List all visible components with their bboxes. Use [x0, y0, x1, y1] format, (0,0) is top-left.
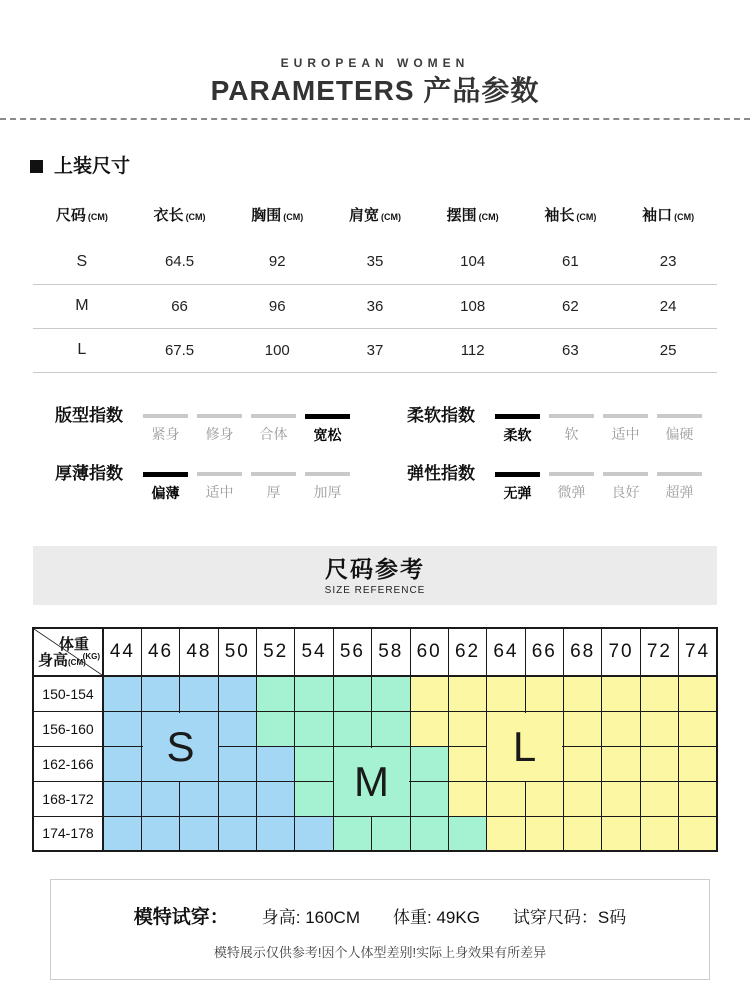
size-zone-cell — [410, 816, 448, 851]
column-label: 袖口 — [642, 207, 673, 224]
measurement-cell: 112 — [424, 328, 522, 372]
index-bar-icon — [305, 414, 350, 419]
size-zone-cell — [525, 676, 563, 711]
size-row — [33, 328, 717, 372]
section-title: 上装尺寸 — [54, 156, 131, 177]
index-bar-icon — [657, 472, 702, 476]
size-zone-cell — [679, 781, 717, 816]
weight-header: 60 — [410, 628, 448, 676]
index-option-label: 超弹 — [665, 483, 694, 500]
size-zone-cell — [448, 746, 486, 781]
page-title: PARAMETERS 产品参数 — [210, 75, 540, 106]
column-label: 肩宽 — [348, 207, 379, 224]
weight-header: 74 — [679, 628, 717, 676]
index-option-label: 厚 — [266, 483, 281, 500]
size-zone-cell — [679, 816, 717, 851]
size-zone-cell — [448, 781, 486, 816]
measurement-cell: 100 — [228, 328, 326, 372]
weight-header: 72 — [640, 628, 678, 676]
square-bullet-icon — [30, 160, 43, 173]
measurement-cell: 35 — [326, 240, 424, 284]
column-header — [424, 191, 522, 240]
weight-header: 50 — [218, 628, 256, 676]
size-code-cell: M — [33, 284, 131, 328]
size-code-cell: S — [33, 240, 131, 284]
index-option — [305, 472, 350, 500]
index-label: 版型指数 — [55, 405, 123, 425]
index-bar-icon — [305, 472, 350, 476]
column-unit: (CM) — [185, 212, 206, 222]
grid-corner-cell — [33, 628, 103, 676]
model-info-line — [51, 902, 709, 929]
size-zone-cell — [564, 816, 602, 851]
column-header — [33, 191, 131, 240]
index-option — [657, 472, 702, 500]
index-option — [495, 472, 540, 500]
height-range-cell: 168-172 — [33, 781, 103, 816]
measurement-cell: 62 — [522, 284, 620, 328]
index-item — [407, 464, 715, 500]
index-option — [251, 414, 296, 442]
measurement-cell: 63 — [522, 328, 620, 372]
index-option — [143, 472, 188, 500]
page-header — [0, 0, 750, 105]
size-zone-cell — [448, 816, 486, 851]
measurement-cell: 108 — [424, 284, 522, 328]
index-options — [495, 464, 702, 500]
index-grid — [55, 406, 715, 500]
measurement-cell: 92 — [228, 240, 326, 284]
size-zone-cell — [564, 746, 602, 781]
size-zone-cell — [564, 711, 602, 746]
measurement-cell: 66 — [131, 284, 229, 328]
column-label: 衣长 — [153, 207, 184, 224]
grid-row — [33, 816, 717, 851]
measurement-cell: 37 — [326, 328, 424, 372]
index-label: 厚薄指数 — [55, 463, 123, 483]
banner-subtitle: SIZE REFERENCE — [324, 585, 426, 597]
height-range-cell: 150-154 — [33, 676, 103, 711]
banner-title: 尺码参考 — [325, 555, 425, 582]
size-zone-cell — [333, 711, 371, 746]
size-zone-cell — [257, 816, 295, 851]
dashed-divider — [0, 118, 750, 120]
size-zone-cell — [257, 746, 295, 781]
index-option-label: 加厚 — [313, 483, 342, 500]
size-zone-cell — [372, 676, 410, 711]
size-zone-cell — [103, 816, 141, 851]
column-header — [619, 191, 717, 240]
size-zone-cell — [103, 711, 141, 746]
size-zone-cell — [180, 781, 218, 816]
index-item — [55, 464, 407, 500]
column-header — [326, 191, 424, 240]
index-option-label: 偏硬 — [665, 425, 694, 442]
top-measurements-table — [33, 191, 717, 373]
model-info-box — [50, 879, 710, 980]
size-zone-cell — [410, 746, 448, 781]
size-zone-cell — [602, 746, 640, 781]
weight-header: 68 — [564, 628, 602, 676]
index-options — [143, 464, 350, 500]
size-zone-label-m: M — [334, 748, 409, 816]
size-zone-label-l: L — [487, 713, 562, 781]
column-header — [131, 191, 229, 240]
column-header — [522, 191, 620, 240]
grid-row — [33, 711, 717, 746]
index-bar-icon — [197, 472, 242, 476]
size-zone-label-s: S — [143, 713, 218, 781]
size-zone-cell — [333, 816, 371, 851]
column-label: 袖长 — [544, 207, 575, 224]
column-label: 摆围 — [446, 207, 477, 224]
model-height: 身高: 160CM — [261, 908, 360, 928]
measurement-cell: 23 — [619, 240, 717, 284]
index-bar-icon — [657, 414, 702, 418]
top-table-body — [33, 240, 717, 372]
index-bar-icon — [549, 472, 594, 476]
size-zone-cell — [602, 816, 640, 851]
index-option-label: 软 — [564, 425, 579, 442]
size-zone-cell — [257, 676, 295, 711]
corner-weight-label: 体重 — [58, 636, 89, 654]
column-header — [228, 191, 326, 240]
column-unit: (CM) — [478, 212, 499, 222]
measurement-cell: 96 — [228, 284, 326, 328]
index-option-label: 合体 — [259, 425, 288, 442]
size-reference-banner — [33, 546, 717, 606]
size-zone-cell — [372, 711, 410, 746]
size-zone-cell — [103, 676, 141, 711]
column-label: 尺码 — [55, 207, 86, 224]
size-zone-cell — [333, 676, 371, 711]
weight-header: 56 — [333, 628, 371, 676]
size-zone-cell — [679, 711, 717, 746]
measurement-cell: 24 — [619, 284, 717, 328]
size-zone-cell — [410, 676, 448, 711]
index-bar-icon — [603, 414, 648, 418]
size-zone-cell — [218, 746, 256, 781]
index-option-label: 偏薄 — [151, 484, 180, 501]
size-code-cell: L — [33, 328, 131, 372]
index-options — [143, 406, 350, 442]
index-bar-icon — [495, 414, 540, 419]
size-zone-cell — [602, 676, 640, 711]
size-zone-cell — [640, 676, 678, 711]
corner-height-text: 身高 — [38, 652, 69, 670]
top-table-header-row — [33, 191, 717, 240]
index-option — [549, 414, 594, 442]
header-eyebrow: EUROPEAN WOMEN — [280, 56, 470, 70]
column-label: 胸围 — [251, 207, 282, 224]
index-label: 弹性指数 — [407, 463, 475, 483]
size-zone-cell — [487, 816, 525, 851]
size-zone-cell — [180, 816, 218, 851]
size-zone-cell — [679, 676, 717, 711]
size-zone-cell — [410, 711, 448, 746]
size-zone-cell — [602, 781, 640, 816]
top-size-section-heading — [30, 157, 750, 176]
index-bar-icon — [143, 414, 188, 418]
corner-weight-unit: (KG) — [82, 652, 100, 662]
model-weight: 体重: 49KG — [393, 908, 480, 928]
weight-header: 54 — [295, 628, 333, 676]
size-zone-cell — [487, 676, 525, 711]
size-zone-cell — [257, 781, 295, 816]
index-option — [197, 472, 242, 500]
index-bar-icon — [251, 414, 296, 418]
size-zone-cell — [218, 781, 256, 816]
size-zone-cell — [218, 816, 256, 851]
index-option-label: 良好 — [611, 483, 640, 500]
size-zone-cell — [180, 676, 218, 711]
size-zone-cell — [640, 711, 678, 746]
size-zone-cell — [141, 676, 179, 711]
index-option-label: 微弹 — [557, 483, 586, 500]
index-option — [143, 414, 188, 442]
measurement-cell: 67.5 — [131, 328, 229, 372]
column-unit: (CM) — [283, 212, 304, 222]
weight-header: 46 — [141, 628, 179, 676]
index-option-label: 适中 — [611, 425, 640, 442]
size-zone-cell — [640, 816, 678, 851]
index-option-label: 柔软 — [503, 426, 532, 443]
size-zone-cell — [295, 711, 333, 746]
size-zone-cell — [640, 746, 678, 781]
size-zone-cell — [564, 676, 602, 711]
corner-height-unit: (CM) — [68, 658, 86, 668]
size-reference-grid — [32, 627, 718, 852]
corner-height-label — [38, 649, 86, 670]
index-bar-icon — [549, 414, 594, 418]
index-option-label: 宽松 — [313, 426, 342, 443]
weight-header: 62 — [448, 628, 486, 676]
size-zone-cell — [564, 781, 602, 816]
size-zone-cell — [487, 781, 525, 816]
model-size: 试穿尺码：S码 — [512, 908, 627, 928]
index-option — [197, 414, 242, 442]
size-zone-cell — [525, 816, 563, 851]
size-zone-cell — [679, 746, 717, 781]
index-label: 柔软指数 — [407, 405, 475, 425]
index-item — [407, 406, 715, 442]
size-zone-cell — [372, 816, 410, 851]
size-zone-cell — [141, 781, 179, 816]
column-unit: (CM) — [380, 212, 401, 222]
size-zone-cell — [448, 676, 486, 711]
index-option-label: 修身 — [205, 425, 234, 442]
index-option — [251, 472, 296, 500]
weight-header: 70 — [602, 628, 640, 676]
size-grid-table — [32, 627, 718, 852]
size-zone-cell — [525, 781, 563, 816]
height-range-cell: 162-166 — [33, 746, 103, 781]
weight-header: 66 — [525, 628, 563, 676]
size-zone-cell — [410, 781, 448, 816]
index-item — [55, 406, 407, 442]
measurement-cell: 36 — [326, 284, 424, 328]
size-zone-cell — [295, 676, 333, 711]
weight-header: 58 — [372, 628, 410, 676]
index-option-label: 适中 — [205, 483, 234, 500]
grid-header-row — [33, 628, 717, 676]
index-option — [603, 414, 648, 442]
index-option-label: 紧身 — [151, 425, 180, 442]
index-bar-icon — [495, 472, 540, 477]
grid-row — [33, 676, 717, 711]
index-bar-icon — [603, 472, 648, 476]
measurement-cell: 64.5 — [131, 240, 229, 284]
weight-header: 64 — [487, 628, 525, 676]
index-option — [495, 414, 540, 442]
size-zone-cell — [103, 781, 141, 816]
size-zone-cell — [295, 746, 333, 781]
column-unit: (CM) — [674, 212, 695, 222]
size-zone-cell — [448, 711, 486, 746]
index-option — [657, 414, 702, 442]
measurement-cell: 104 — [424, 240, 522, 284]
column-unit: (CM) — [576, 212, 597, 222]
column-unit: (CM) — [87, 212, 108, 222]
size-zone-cell — [602, 711, 640, 746]
size-row — [33, 240, 717, 284]
index-bar-icon — [251, 472, 296, 476]
model-disclaimer: 模特展示仅供参考!因个人体型差别!实际上身效果有所差异 — [213, 945, 547, 961]
size-zone-cell — [218, 676, 256, 711]
index-options — [495, 406, 702, 442]
weight-header: 52 — [257, 628, 295, 676]
index-option — [305, 414, 350, 442]
size-zone-cell — [257, 711, 295, 746]
index-option — [549, 472, 594, 500]
size-zone-cell — [103, 746, 141, 781]
size-row — [33, 284, 717, 328]
height-range-cell: 156-160 — [33, 711, 103, 746]
weight-header: 44 — [103, 628, 141, 676]
model-fit-label: 模特试穿： — [133, 907, 229, 929]
size-zone-cell — [295, 816, 333, 851]
height-range-cell: 174-178 — [33, 816, 103, 851]
index-option — [603, 472, 648, 500]
size-zone-cell — [141, 816, 179, 851]
index-bar-icon — [143, 472, 188, 477]
weight-header: 48 — [180, 628, 218, 676]
measurement-cell: 25 — [619, 328, 717, 372]
index-option-label: 无弹 — [503, 484, 532, 501]
size-zone-cell — [640, 781, 678, 816]
measurement-cell: 61 — [522, 240, 620, 284]
index-bar-icon — [197, 414, 242, 418]
size-zone-cell — [218, 711, 256, 746]
size-zone-cell — [295, 781, 333, 816]
